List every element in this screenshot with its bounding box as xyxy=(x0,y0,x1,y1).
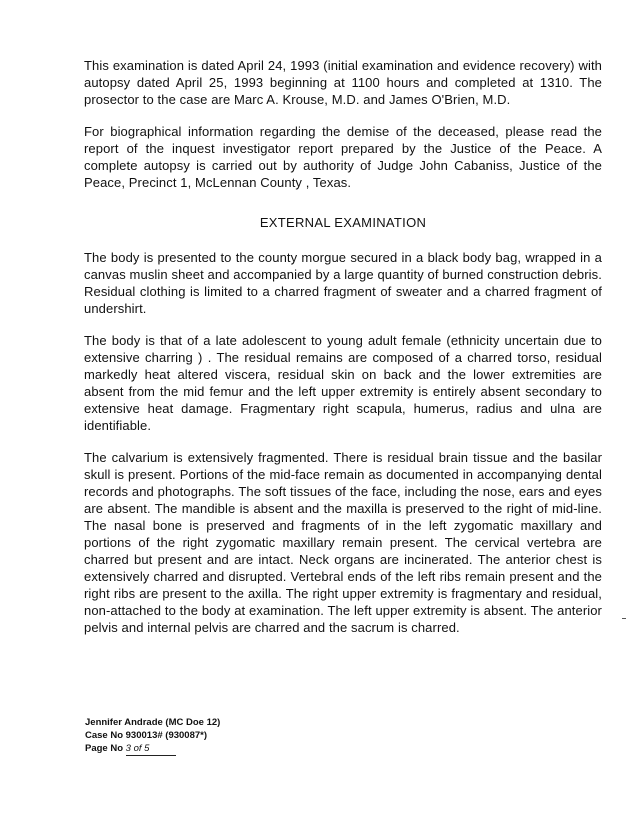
footer-case-number: Case No 930013# (930087*) xyxy=(85,730,208,741)
footer-page-number xyxy=(85,742,385,756)
paragraph-exam-dates: This examination is dated April 24, 1993 (initial examination and evidence recovery) with autopsy dated April 25, 1993 beginning at 1100 hours and completed at 1310. The prosector to the case are Marc A. Krouse, M.D. and James O'Brien, M.D. xyxy=(84,58,602,107)
footer-subject-name: Jennifer Andrade (MC Doe 12) xyxy=(85,717,221,728)
margin-mark xyxy=(622,618,626,619)
paragraph-calvarium: The calvarium is extensively fragmented. There is residual brain tissue and the basilar skull is present. Portions of the mid-face remain as documented in accompanying dental records and photographs. The soft tissues of the face, including the nose, ears and eyes are absent. The mandible is absent and the maxilla is preserved to the right of mid-line. The nasal bone is preserved and fragments of in the left zygomatic maxillary and portions of the right zygomatic maxillary remain present. The cervical vertebra are charred but present and are intact. Neck organs are incinerated. The anterior chest is extensively charred and disrupted. Vertebral ends of the left ribs remain present and the right ribs are present to the axilla. The right upper extremity is fragmentary and residual, non-attached to the body at examination. The left upper extremity is absent. The anterior pelvis and internal pelvis are charred and the sacrum is charred. xyxy=(84,450,602,635)
paragraph-body-description: The body is that of a late adolescent to young adult female (ethnicity uncertain due to extensive charring ) . The residual remains are composed of a charred torso, residual markedly heat altered viscera, residual skin on back and the lower extremities are absent from the mid femur and the left upper extremity is entirely absent secondary to extensive heat damage. Fragmentary right scapula, humerus, radius and ulna are identifiable. xyxy=(84,333,602,433)
report-body xyxy=(84,57,602,651)
page-number-value: 3 of 5 xyxy=(126,742,176,756)
page-number-label: Page No xyxy=(85,743,126,754)
page-footer xyxy=(85,716,385,756)
section-heading-external-examination: EXTERNAL EXAMINATION xyxy=(259,215,427,230)
paragraph-body-presentation: The body is presented to the county morgue secured in a black body bag, wrapped in a canvas muslin sheet and accompanied by a large quantity of burned construction debris. Residual clothing is limited to a charred fragment of sweater and a charred fragment of undershirt. xyxy=(84,250,602,316)
paragraph-biographical: For biographical information regarding the demise of the deceased, please read the report of the inquest investigator report prepared by the Justice of the Peace. A complete autopsy is carried out by authority of Judge John Cabaniss, Justice of the Peace, Precinct 1, McLennan County , Texas. xyxy=(84,124,602,190)
